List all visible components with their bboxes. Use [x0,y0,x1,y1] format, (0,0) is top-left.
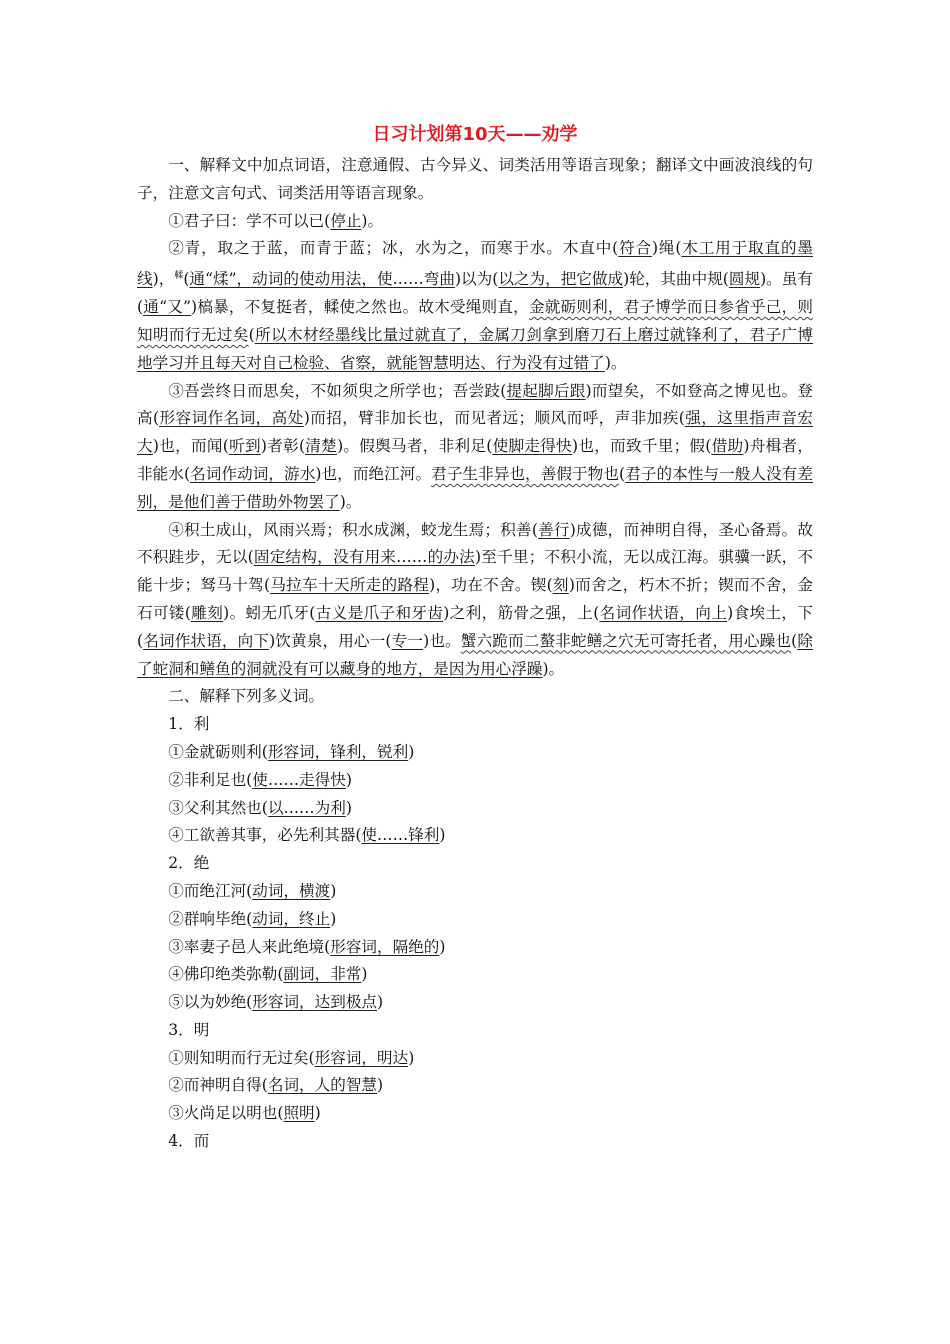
text: )而招，臂非加长也，而见者远；顺风而呼，声非加疾( [303,409,685,428]
polysemy-item [137,878,813,906]
item-text: ④工欲善其事，必先利其器( [168,826,362,845]
item-text: ⑤以为妙绝( [168,993,253,1012]
text: )。 [339,492,362,511]
answer: 照明 [283,1104,315,1123]
item-text: ①则知明而行无过矣( [168,1048,315,1067]
polysemy-item [137,989,813,1017]
text: )而望矣，不如登高之博见也。登高( [137,381,813,428]
group-label: 1．利 [168,715,210,734]
text: ( [791,631,798,650]
polysemy-list [137,711,813,1156]
answer: 使……锋利 [361,826,440,845]
small-char: 輮 [174,271,184,282]
answer: 名词作动词，游水 [190,464,316,483]
text: )， [152,270,175,289]
answer: 固定结构，没有用来……的办法 [253,548,475,567]
wavy-sentence: 蟹六跪而二螯非蛇鳝之穴无可寄托者，用心躁也 [460,631,792,650]
polysemy-item [137,1045,813,1073]
answer: 名词，人的智慧 [267,1076,378,1095]
text: )。假舆马者，非利足( [337,437,493,456]
polysemy-item [137,822,813,850]
text: )也。 [423,631,461,650]
item-close: ) [361,965,368,984]
answer: 君子的本性与一般人没有差别，是他们善于借助外物罢了 [137,464,813,511]
text: )至千里；不积小流，无以成江海。骐骥一跃，不能十步；驽马十驾( [137,548,813,595]
text: ①君子曰：学不可以已( [168,211,331,230]
item-text: ③父利其然也( [168,798,268,817]
text: ②青，取之于蓝，而青于蓝；冰，水为之，而寒于水。木直中( [168,239,619,258]
text: ( [619,464,626,483]
answer: 古义是爪子和牙齿 [315,603,444,622]
item-text: ②群响毕绝( [168,909,253,928]
text: )之利，筋骨之强，上( [443,603,600,622]
answer: 动词，横渡 [252,881,331,900]
page-title: 日习计划第10天——劝学 [372,124,578,145]
text: ④积土成山，风雨兴焉；积水成渊，蛟龙生焉；积善( [168,520,538,539]
text: )。 [542,659,565,678]
polysemy-item [137,739,813,767]
answer: 停止 [330,211,362,230]
text: )也，而闻( [152,437,229,456]
polysemy-item [137,961,813,989]
text: ( [248,325,255,344]
polysemy-item [137,934,813,962]
text: )以为( [454,270,499,289]
part1-intro: 一、解释文中加点词语，注意通假、古今异义、词类活用等语言现象；翻译文中画波浪线的句子，注意文言句式、词类活用等语言现象。 [137,156,813,202]
item-close: ) [439,937,446,956]
text: )。 [361,211,384,230]
text: )绳( [651,239,682,258]
answer: 提起脚后跟 [506,381,586,400]
text: )食埃土，下( [137,603,813,650]
text: )而舍之，朽木不折；锲而不舍，金石可镂( [137,576,813,622]
wavy-sentence: 金就砺则利，君子博学而日参省乎己，则知明而行无过矣 [137,298,813,344]
answer: 专一 [391,631,424,650]
group-label: 2．绝 [168,854,210,873]
answer: 名词作状语，向上 [599,603,728,622]
answer: 所以木材经墨线比量过就直了，金属刀剑拿到磨刀石上磨过就锋利了，君子广博地学习并且每天对自己检验、省察，就能智慧明达、行为没有过错了 [137,325,813,372]
item-close: ) [345,770,352,789]
answer: 圆规 [728,270,761,289]
text: )槁暴，不复挺者，輮使之然也。故木受绳则直， [191,298,529,317]
answer: 强，这里指声音宏大 [137,409,813,456]
passage-3 [137,378,813,517]
text: )。蚓无爪牙( [223,603,316,622]
answer: 听到 [228,437,261,456]
document-page [137,118,813,1156]
polysemy-item [137,795,813,823]
polysemy-item [137,906,813,934]
answer: 除了蛇洞和鳝鱼的洞就没有可以藏身的地方，是因为用心浮躁 [137,631,813,678]
answer: 名词作状语，向下 [143,631,270,650]
polysemy-item [137,1072,813,1100]
text: )轮，其曲中规( [623,270,729,289]
answer: 以之为，把它做成 [498,270,624,289]
answer: 形容词作名词，高处 [159,409,304,428]
text: )舟楫者，非能水( [137,437,813,483]
text: )。 [604,353,627,372]
answer: 善行 [537,520,570,539]
item-close: ) [345,798,352,817]
text: )也，而绝江河。 [315,464,432,483]
polysemy-item [137,767,813,795]
passage-1 [137,208,813,236]
answer: 形容词，明达 [314,1048,409,1067]
answer: 借助 [711,437,744,456]
group-label: 3．明 [168,1020,210,1039]
item-text: ①金就砺则利( [168,742,268,761]
answer: 刻 [552,576,569,595]
answer: 雕刻 [190,603,224,622]
item-close: ) [377,1076,384,1095]
answer: 通“煣”，动词的使动用法，使……弯曲 [189,270,455,289]
answer: 清楚 [305,437,338,456]
answer: 副词，非常 [283,965,362,984]
item-close: ) [330,881,337,900]
answer: 木工用于取直的墨线 [137,239,813,289]
item-text: ②而神明自得( [168,1076,268,1095]
text: ③吾尝终日而思矣，不如须臾之所学也；吾尝跂( [168,381,507,400]
text: ( [183,270,190,289]
group-label: 4．而 [168,1132,210,1151]
answer: 形容词，达到极点 [252,993,378,1012]
text: )，功在不舍。锲( [429,576,553,595]
item-text: ④佛印绝类弥勒( [168,965,284,984]
item-close: ) [377,993,384,1012]
answer: 使脚走得快 [492,437,572,456]
text: )成德，而神明自得，圣心备焉。故不积跬步，无以( [137,520,813,567]
text: )饮黄泉，用心一( [269,631,392,650]
item-close: ) [408,1048,415,1067]
wavy-sentence: 君子生非异也，善假于物也 [431,464,619,483]
item-text: ③火尚足以明也( [168,1104,284,1123]
answer: 通“又” [143,298,192,317]
answer: 符合 [618,239,652,258]
item-close: ) [330,909,337,928]
passage-2 [137,235,813,377]
item-text: ②非利足也( [168,770,253,789]
item-text: ③率妻子邑人来此绝境( [168,937,331,956]
answer: 形容词，锋利，锐利 [267,742,409,761]
text: )也，而致千里；假( [571,437,712,456]
passage-4 [137,517,813,684]
answer: 以……为利 [267,798,346,817]
item-close: ) [408,742,415,761]
answer: 形容词，隔绝的 [330,937,440,956]
answer: 马拉车十天所走的路程 [270,576,430,595]
answer: 使……走得快 [252,770,346,789]
text: )者彰( [260,437,306,456]
text: )。虽有( [137,270,813,317]
item-text: ①而绝江河( [168,881,253,900]
part2-heading: 二、解释下列多义词。 [168,687,325,706]
polysemy-item [137,1100,813,1128]
answer: 动词，终止 [252,909,331,928]
item-close: ) [439,826,446,845]
item-close: ) [314,1104,321,1123]
